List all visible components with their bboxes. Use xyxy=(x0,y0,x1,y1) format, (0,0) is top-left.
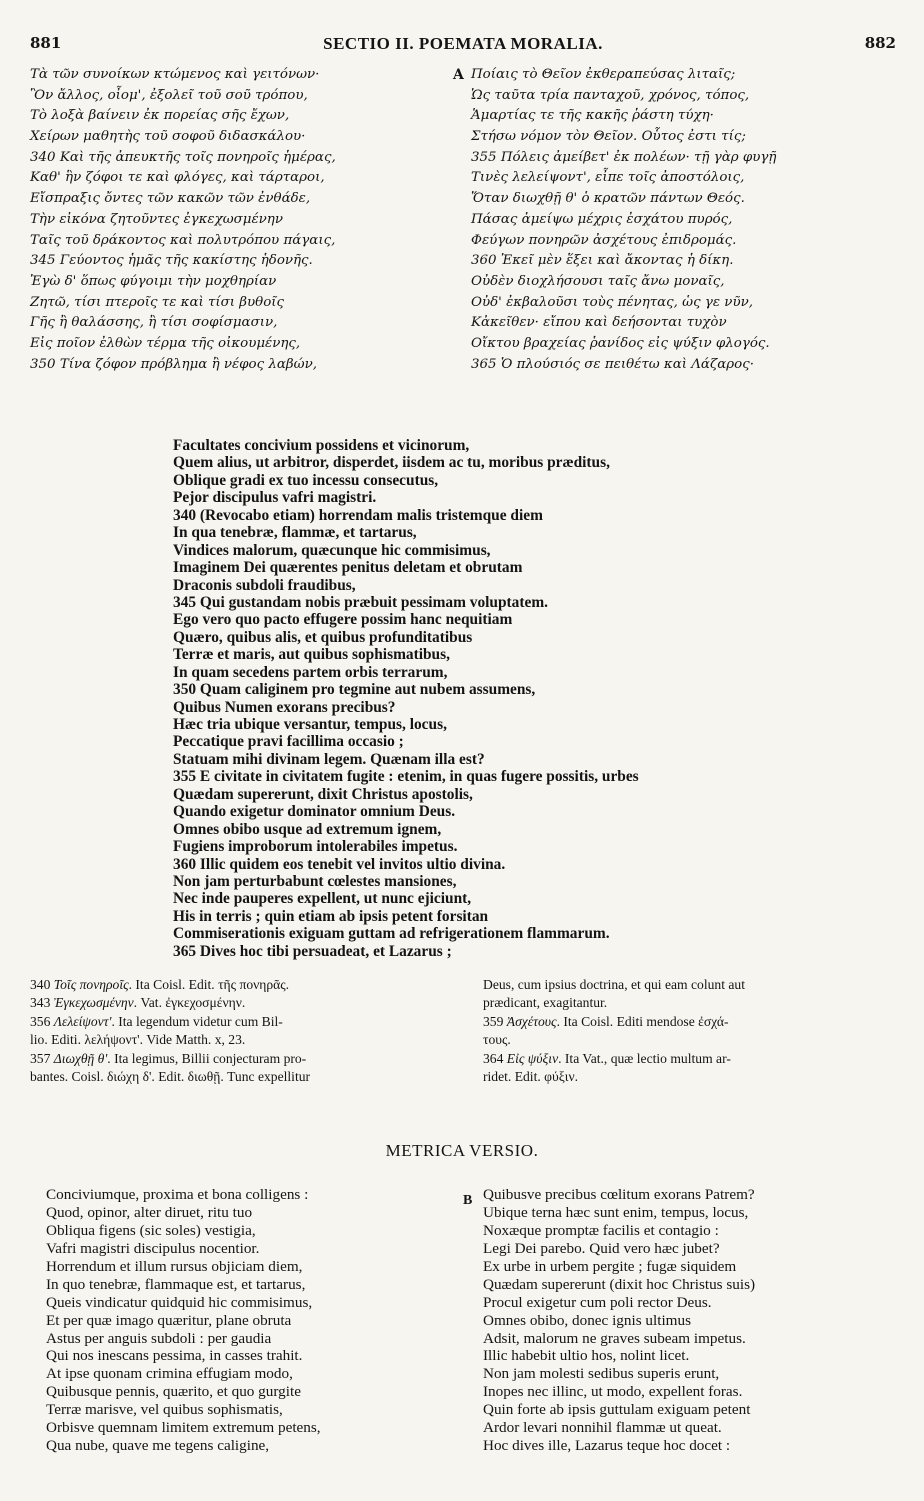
metrical-verse-line: Astus per anguis subdoli : per gaudia xyxy=(46,1329,272,1347)
footnote-text: ridet. Edit. φύξιν. xyxy=(483,1068,578,1084)
metrical-verse-line: Conciviumque, proxima et bona colligens : xyxy=(46,1186,309,1203)
metrical-verse-line: Ardor levari nonnihil flammæ ut queat. xyxy=(483,1419,722,1437)
metrical-verse-line: Inopes nec illinc, ut modo, expellent foras. xyxy=(483,1383,743,1401)
greek-verse-line: Ὡς ταῦτα τρία πανταχοῦ, χρόνος, τόπος, xyxy=(471,87,750,103)
footnote-text: . Ita legendum videtur cum Bil- xyxy=(111,1013,283,1029)
greek-verse-line: 355 Πόλεις ἀμείβετ' ἐκ πολέων· τῇ γὰρ φυγῇ xyxy=(471,149,777,165)
section-title: METRICA VERSIO. xyxy=(385,1141,539,1160)
footnote-line xyxy=(30,1013,458,1031)
metrical-verse-line: In quo tenebræ, flammaque est, et tartarus, xyxy=(46,1275,306,1293)
greek-verse-line: Καθ' ἣν ζόφοι τε καὶ φλόγες, καὶ τάρταροι, xyxy=(30,170,325,186)
greek-verse-line: Ζητῶ, τίσι πτεροῖς τε καὶ τίσι βυθοῖς xyxy=(30,294,285,310)
column-marker-b: B xyxy=(463,1193,473,1208)
metrical-verse-line: Vafri magistri discipulus nocentior. xyxy=(46,1239,260,1257)
greek-verse-line: Πάσας ἀμείψω μέχρις ἐσχάτου πυρός, xyxy=(471,211,733,227)
metrical-verse-line: Quibusque pennis, quærito, et quo gurgite xyxy=(46,1383,301,1401)
greek-verse-line: Ἁμαρτίας τε τῆς κακῆς ῥάστη τύχη· xyxy=(471,108,714,124)
greek-verse-line: Ποίαις τὸ Θεῖον ἐκθεραπεύσας λιταῖς; xyxy=(471,67,736,82)
greek-verse-line: 340 Καὶ τῆς ἀπευκτῆς τοῖς πονηροῖς ἡμέρας, xyxy=(30,149,336,165)
greek-verse-line: Ταῖς τοῦ δράκοντος καὶ πολυτρόπου πάγαις, xyxy=(30,232,336,248)
latin-verse-line: In quam secedens partem orbis terrarum, xyxy=(173,663,448,681)
metrical-verse-line: Horrendum et illum rursus objiciam diem, xyxy=(46,1257,303,1275)
footnote-text: Deus, cum ipsius doctrina, et qui eam colunt aut xyxy=(483,977,745,992)
metrical-verse-line: Obliqua figens (sic soles) vestigia, xyxy=(46,1221,256,1239)
footnote-line xyxy=(483,1068,897,1086)
metrical-verse-line: Qui nos inescans pessima, in casses trahit. xyxy=(46,1347,303,1365)
greek-verse-line: Τὰ τῶν συνοίκων κτώμενος καὶ γειτόνων· xyxy=(30,67,320,82)
latin-verse-line: 340 (Revocabo etiam) horrendam malis tristemque diem xyxy=(173,506,543,524)
greek-verse-line: 350 Τίνα ζόφον πρόβλημα ἢ νέφος λαβών, xyxy=(30,356,317,372)
metrical-verse-line: Quædam supererunt (dixit hoc Christus suis) xyxy=(483,1275,756,1293)
greek-verse-line: Εἴσπραξις ὄντες τῶν κακῶν τῶν ἐνθάδε, xyxy=(30,191,311,207)
greek-verse-line: Οἴκτου βραχείας ῥανίδος εἰς ψύξιν φλογός. xyxy=(471,335,770,351)
greek-verse-line: Τὸ λοξὰ βαίνειν ἐκ πορείας σῆς ἔχων, xyxy=(30,108,290,124)
metrical-verse-line: At ipse quonam crimina effugiam modo, xyxy=(46,1365,293,1383)
metrical-verse-line: Terræ marisve, vel quibus sophismatis, xyxy=(46,1401,283,1419)
metrical-verse-line: Quin forte ab ipsis guttulam exiguam petent xyxy=(483,1401,751,1419)
page-number-left: 881 xyxy=(30,34,62,52)
greek-verse-line: Κἀκεῖθεν· εἴπου καὶ δεήσονται τυχὸν xyxy=(471,315,727,331)
latin-verse-line: Pejor discipulus vafri magistri. xyxy=(173,489,377,507)
latin-verse-line: Quando exigetur dominator omnium Deus. xyxy=(173,803,456,821)
footnote-line xyxy=(483,976,897,994)
latin-verse-line: 355 E civitate in civitatem fugite : etenim, in quas fugere possitis, urbes xyxy=(173,768,639,786)
metrical-verse-line: Adsit, malorum ne graves subeam impetus. xyxy=(483,1329,746,1347)
metrical-verse-line: Quod, opinor, alter diruet, ritu tuo xyxy=(46,1203,253,1221)
metrical-verse-line: Omnes obibo, donec ignis ultimus xyxy=(483,1311,691,1329)
greek-verse-line: Χείρων μαθητὴς τοῦ σοφοῦ διδασκάλου· xyxy=(30,129,306,145)
footnote-line xyxy=(483,1031,897,1049)
footnote-line xyxy=(483,1050,897,1068)
latin-verse-line: Commiserationis exiguam guttam ad refrigerationem flammarum. xyxy=(173,925,610,943)
footnote-line xyxy=(483,994,897,1012)
latin-verse-line: His in terris ; quin etiam ab ipsis petent forsitan xyxy=(173,907,489,925)
greek-verse-line: Ὃν ἄλλος, οἶομ', ἐξολεῖ τοῦ σοῦ τρόπου, xyxy=(30,87,308,103)
metrical-verse-line: Illic habebit ultio hos, nolint licet. xyxy=(483,1347,690,1365)
metrical-verse-line: Noxæque promptæ facilis et contagio : xyxy=(483,1221,719,1239)
latin-verse-line: Quædam supererunt, dixit Christus apostolis, xyxy=(173,785,473,803)
page-number-right: 882 xyxy=(864,34,896,52)
footnote-number: 343 xyxy=(30,995,51,1011)
greek-text-left-column xyxy=(30,65,450,375)
footnote-line xyxy=(30,976,458,994)
latin-verse-line: Non jam perturbabunt cœlestes mansiones, xyxy=(173,872,457,890)
column-marker-a: A xyxy=(453,67,464,83)
metrical-version-right-column xyxy=(463,1186,903,1455)
footnote-text: bantes. Coisl. διώχη δ'. Edit. διωθῇ. Tunc expellitur xyxy=(30,1068,311,1084)
greek-verse-line: 345 Γεύοντος ἡμᾶς τῆς κακίστης ἡδονῆς. xyxy=(30,253,313,269)
latin-verse-line: 360 Illic quidem eos tenebit vel invitos ultio divina. xyxy=(173,855,506,873)
latin-verse-line: Statuam mihi divinam legem. Quænam illa est? xyxy=(173,750,485,768)
latin-verse-line: Quem alius, ut arbitror, disperdet, iisdem ac tu, moribus præditus, xyxy=(173,454,610,472)
latin-verse-line: Facultates concivium possidens et vicinorum, xyxy=(173,437,470,454)
greek-verse-line: Φεύγων πονηρῶν ἀσχέτους ἐπιδρομάς. xyxy=(471,232,737,248)
footnote-text: . Vat. ἐγκεχοσμένην. xyxy=(133,995,246,1011)
latin-verse-line: Ego vero quo pacto effugere possim hanc nequitiam xyxy=(173,611,513,629)
greek-verse-line: Στήσω νόμον τὸν Θεῖον. Οὗτος ἐστι τίς; xyxy=(471,129,746,145)
footnote-number: 356 xyxy=(30,1013,51,1029)
latin-verse-line: Terræ et maris, aut quibus sophismatibus, xyxy=(173,646,450,664)
latin-verse-line: Peccatique pravi facillima occasio ; xyxy=(173,733,404,751)
footnote-line xyxy=(30,994,458,1012)
latin-verse-line: Quibus Numen exorans precibus? xyxy=(173,698,396,716)
footnote-line xyxy=(30,1050,458,1068)
latin-verse-line: Oblique gradi ex tuo incessu consecutus, xyxy=(173,471,439,489)
latin-verse-line: 365 Dives hoc tibi persuadeat, et Lazarus ; xyxy=(173,942,452,960)
running-title: SECTIO II. POEMATA MORALIA. xyxy=(323,34,603,53)
footnote-lemma: Εἰς ψύξιν xyxy=(506,1050,559,1066)
footnote-line xyxy=(30,1068,458,1086)
greek-verse-line: Ὅταν διωχθῇ θ' ὁ κρατῶν πάντων Θεός. xyxy=(471,191,745,207)
footnote-text: . Ita Vat., quæ lectio multum ar- xyxy=(558,1050,731,1066)
metrical-verse-line: Non jam molesti sedibus superis erunt, xyxy=(483,1365,720,1383)
footnote-lemma: Λελείψοντ' xyxy=(53,1013,112,1029)
metrical-verse-line: Quibusve precibus cœlitum exorans Patrem? xyxy=(483,1186,755,1203)
footnotes-left-column xyxy=(30,976,458,1086)
greek-verse-line: Ἐγὼ δ' ὅπως φύγοιμι τὴν μοχθηρίαν xyxy=(30,273,277,289)
greek-verse-line: Οὐδὲν διοχλήσουσι ταῖς ἄνω μοναῖς, xyxy=(471,273,725,289)
footnote-text: τους. xyxy=(483,1032,511,1048)
latin-verse-line: Vindices malorum, quæcunque hic commisimus, xyxy=(173,541,491,559)
metrical-verse-line: Hoc dives ille, Lazarus teque hoc docet : xyxy=(483,1437,731,1455)
latin-translation xyxy=(173,437,893,960)
footnote-text: . Ita legimus, Billii conjecturam pro- xyxy=(107,1050,307,1066)
running-header xyxy=(30,34,896,58)
latin-verse-line: Draconis subdoli fraudibus, xyxy=(173,576,356,594)
footnote-text: . Ita Coisl. Editi mendose ἐσχά- xyxy=(556,1013,729,1029)
latin-verse-line: Imaginem Dei quærentes penitus deletam et obrutam xyxy=(173,559,523,577)
metrical-version-left-column xyxy=(46,1186,466,1455)
latin-verse-line: Quæro, quibus alis, et quibus profunditatibus xyxy=(173,628,473,646)
footnote-line xyxy=(483,1013,897,1031)
greek-verse-line: Εἰς ποῖον ἐλθὼν τέρμα τῆς οἰκουμένης, xyxy=(30,335,301,351)
greek-verse-line: 360 Ἐκεῖ μὲν ἕξει καὶ ἄκοντας ἡ δίκη. xyxy=(471,253,734,269)
metrical-verse-line: Orbisve quemnam limitem extremum petens, xyxy=(46,1419,321,1437)
footnote-text: prædicant, exagitantur. xyxy=(483,995,608,1011)
metrical-verse-line: Ex urbe in urbem pergite ; fugæ siquidem xyxy=(483,1257,737,1275)
footnote-lemma: Ἐγκεχωσμένην xyxy=(53,995,134,1011)
metrical-verse-line: Et per quæ imago quæritur, plane obruta xyxy=(46,1311,292,1329)
footnote-line xyxy=(30,1031,458,1049)
latin-verse-line: Omnes obibo usque ad extremum ignem, xyxy=(173,820,442,838)
latin-verse-line: Hæc tria ubique versantur, tempus, locus, xyxy=(173,716,447,733)
metrical-verse-line: Qua nube, quave me tegens caligine, xyxy=(46,1437,270,1455)
metrical-verse-line: Ubique terna hæc sunt enim, tempus, locus, xyxy=(483,1203,749,1221)
metrical-verse-line: Legi Dei parebo. Quid vero hæc jubet? xyxy=(483,1239,720,1257)
latin-verse-line: 345 Qui gustandam nobis præbuit pessimam voluptatem. xyxy=(173,593,548,611)
greek-text-right-column xyxy=(453,65,898,375)
latin-verse-line: Nec inde pauperes expellent, ut nunc ejiciunt, xyxy=(173,890,472,908)
footnote-text: lio. Editi. λελήψοντ'. Vide Matth. x, 23. xyxy=(30,1032,246,1048)
footnotes-right-column xyxy=(483,976,897,1086)
latin-verse-line: In qua tenebræ, flammæ, et tartarus, xyxy=(173,524,417,542)
footnote-lemma: Διωχθῇ θ' xyxy=(53,1050,108,1066)
footnote-number: 364 xyxy=(483,1050,504,1066)
greek-verse-line: Τινὲς λελείψοντ', εἶπε τοῖς ἀποστόλοις, xyxy=(471,170,745,186)
footnote-lemma: Τοῖς πονηροῖς xyxy=(53,977,129,992)
footnote-number: 357 xyxy=(30,1050,51,1066)
footnote-number: 340 xyxy=(30,977,51,992)
metrical-verse-line: Procul exigetur cum poli rector Deus. xyxy=(483,1293,712,1311)
latin-verse-line: 350 Quam caliginem pro tegmine aut nubem assumens, xyxy=(173,681,536,699)
footnote-number: 359 xyxy=(483,1013,504,1029)
footnote-lemma: Ἀσχέτους xyxy=(506,1013,557,1029)
metrical-verse-line: Queis vindicatur quidquid hic commisimus, xyxy=(46,1293,313,1311)
greek-verse-line: Τὴν εἰκόνα ζητοῦντες ἐγκεχωσμένην xyxy=(30,211,283,227)
greek-verse-line: Γῆς ἢ θαλάσσης, ἢ τίσι σοφίσμασιν, xyxy=(30,315,278,331)
greek-verse-line: 365 Ὁ πλούσιός σε πειθέτω καὶ Λάζαρος· xyxy=(471,356,754,372)
latin-verse-line: Fugiens improborum intolerabiles impetus. xyxy=(173,838,458,856)
footnote-text: . Ita Coisl. Edit. τῆς πονηρᾶς. xyxy=(128,977,290,992)
greek-verse-line: Οὐδ' ἐκβαλοῦσι τοὺς πένητας, ὡς γε νῦν, xyxy=(471,294,753,310)
